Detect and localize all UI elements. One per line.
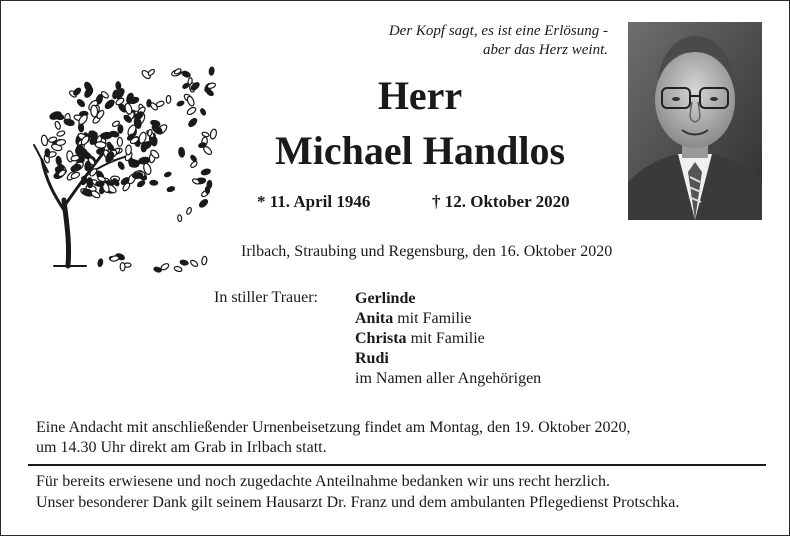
mourner-entry xyxy=(355,329,541,349)
mourner-entry xyxy=(355,289,541,309)
portrait-photo xyxy=(628,22,762,220)
death-date: † 12. Oktober 2020 xyxy=(432,192,570,211)
mourner-name: Christa xyxy=(355,330,407,347)
thanks-line-2: Unser besonderer Dank gilt seinem Hausarzt Dr. Franz und dem ambulanten Pflegedienst Protschka. xyxy=(36,494,680,511)
birth-date: * 11. April 1946 xyxy=(257,192,371,211)
service-line-1: Eine Andacht mit anschließender Urnenbeisetzung findet am Montag, den 19. Oktober 2020, xyxy=(36,419,631,436)
honorific: Herr xyxy=(377,73,463,118)
mourner-suffix: mit Familie xyxy=(393,310,472,327)
thanks-notice xyxy=(36,471,679,513)
motto-line-2: aber das Herz weint. xyxy=(483,42,608,58)
mourner-name: Anita xyxy=(355,310,394,327)
mourner-name: Gerlinde xyxy=(355,290,416,307)
place-and-date: Irlbach, Straubing und Regensburg, den 16. Oktober 2020 xyxy=(241,243,613,260)
mourner-entry xyxy=(355,369,541,389)
motto xyxy=(389,22,608,60)
mourner-suffix: im Namen aller Angehörigen xyxy=(355,370,542,387)
service-line-2: um 14.30 Uhr direkt am Grab in Irlbach statt. xyxy=(36,439,327,456)
mourner-entry xyxy=(355,349,541,369)
service-notice xyxy=(36,418,631,458)
thanks-line-1: Für bereits erwiesene und noch zugedachte Anteilnahme bedanken wir uns recht herzlich. xyxy=(36,473,611,490)
mourning-label: In stiller Trauer: xyxy=(214,289,318,306)
deceased-name: Michael Handlos xyxy=(274,128,566,173)
mourner-entry xyxy=(355,309,541,329)
mourner-name: Rudi xyxy=(355,350,389,367)
motto-line-1: Der Kopf sagt, es ist eine Erlösung - xyxy=(388,23,608,39)
mourner-suffix: mit Familie xyxy=(406,330,485,347)
mourners-list xyxy=(355,289,541,389)
tree-with-falling-leaves-icon xyxy=(24,60,220,276)
divider xyxy=(28,464,766,466)
